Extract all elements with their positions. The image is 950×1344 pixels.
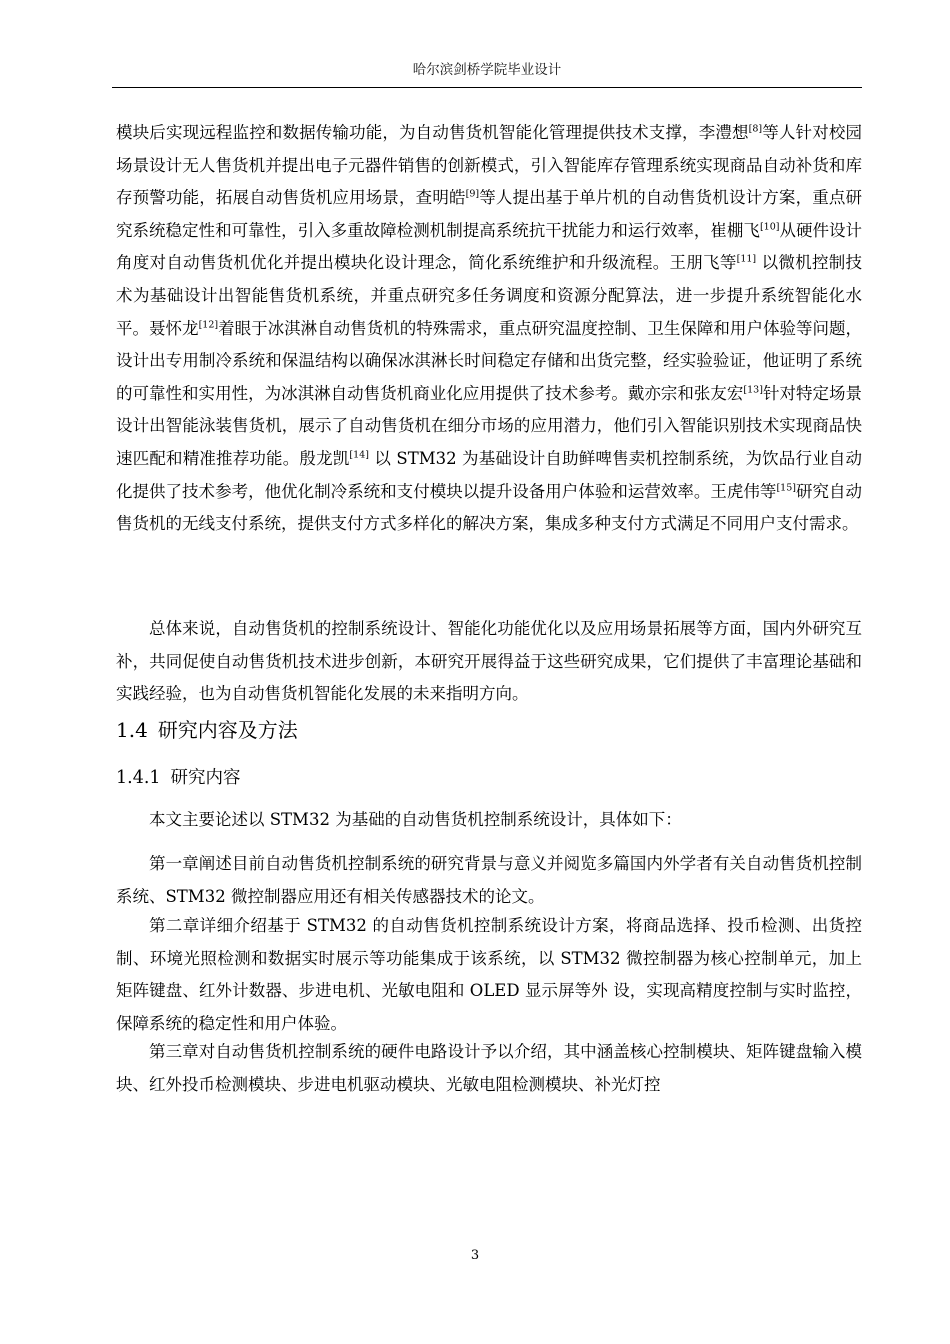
text-run: 针对特定场景设计出智能泳装售货机，展示了自动售货机在细分市场的应用潜力，他们引入智能识别技术实现商品快速匹配和精准推荐功能。殷龙凯 <box>116 383 863 468</box>
subsection-title: 研究内容 <box>170 768 241 788</box>
section-heading <box>116 714 298 743</box>
page-number: 3 <box>470 1248 480 1263</box>
header-rule <box>112 87 862 88</box>
body-paragraph-ch2 <box>116 910 862 1040</box>
body-paragraph-continued <box>116 117 862 541</box>
section-number: 1.4 <box>116 718 148 742</box>
text-run: 着眼于冰淇淋自动售货机的特殊需求，重点研究温度控制、卫生保障和用户体验等问题，设计出专用制冷系统和保温结构以确保冰淇淋长时间稳定存储和出货完整，经实验验证，他证明了系统的可靠性和实用性，为冰淇淋自动售货机商业化应用提供了技术参考。戴亦宗和张友宏 <box>116 318 863 403</box>
text-run: 等人针对校园场景设计无人售货机并提出电子元器件销售的创新模式，引入智能库存管理系统实现商品自动补货和库存预警功能，拓展自动售货机应用场景，查明皓 <box>116 123 862 208</box>
continued-paragraph <box>116 117 862 541</box>
text-run: 以微机控制技术为基础设计出智能售货机系统，并重点研究多任务调度和资源分配算法，进一步提升系统智能化水平。聂怀龙 <box>116 253 863 338</box>
citation-marker: [8] <box>748 123 763 135</box>
section-title: 研究内容及方法 <box>157 718 298 742</box>
text-run: 研究自动售货机的无线支付系统，提供支付方式多样化的解决方案，集成多种支付方式满足不同用户支付需求。 <box>116 481 863 534</box>
text-run: 以 STM32 为基础设计自助鲜啤售卖机控制系统，为饮品行业自动化提供了技术参考，他优化制冷系统和支付模块以提升设备用户体验和运营效率。王虎伟等 <box>116 448 862 501</box>
body-paragraph-ch1 <box>116 848 862 913</box>
chapter2-paragraph: 第二章详细介绍基于 STM32 的自动售货机控制系统设计方案，将商品选择、投币检测、出货控制、环境光照检测和数据实时展示等功能集成于该系统，以 STM32 微控制器为核心控制单元，加上矩阵键盘、红外计数器、步进电机、光敏电阻和 OLED 显示屏等外 设，实现高精度控制与实时监控，保障系统的稳定性和用户体验。 <box>116 916 862 1033</box>
subsection-heading <box>116 764 241 789</box>
page-header: 哈尔滨剑桥学院毕业设计 <box>412 62 562 78</box>
citation-marker: [15] <box>776 482 796 494</box>
chapter1-paragraph: 第一章阐述目前自动售货机控制系统的研究背景与意义并阅览多篇国内外学者有关自动售货机控制系统、STM32 微控制器应用还有相关传感器技术的论文。 <box>116 854 862 906</box>
citation-marker: [13] <box>743 384 763 396</box>
text-run: 模块后实现远程监控和数据传输功能，为自动售货机智能化管理提供技术支撑，李澧想 <box>116 123 749 142</box>
chapter3-paragraph: 第三章对自动售货机控制系统的硬件电路设计予以介绍，其中涵盖核心控制模块、矩阵键盘输入模块、红外投币检测模块、步进电机驱动模块、光敏电阻检测模块、补光灯控 <box>116 1042 862 1094</box>
citation-marker: [9] <box>465 188 480 200</box>
summary-paragraph: 总体来说，自动售货机的控制系统设计、智能化功能优化以及应用场景拓展等方面，国内外研究互补，共同促使自动售货机技术进步创新，本研究开展得益于这些研究成果，它们提供了丰富理论基础和实践经验，也为自动售货机智能化发展的未来指明方向。 <box>116 619 862 704</box>
text-run: 从硬件设计角度对自动售货机优化并提出模块化设计理念，简化系统维护和升级流程。王朋飞等 <box>116 220 863 273</box>
citation-marker: [10] <box>759 221 780 233</box>
citation-marker: [14] <box>349 449 369 461</box>
text-run: 等人提出基于单片机的自动售货机设计方案，重点研究系统稳定性和可靠性，引入多重故障检测机制提高系统抗干扰能力和运行效率，崔棚飞 <box>116 188 863 240</box>
citation-marker: [12] <box>198 319 219 331</box>
citation-marker: [11] <box>736 253 757 265</box>
subsection-number: 1.4.1 <box>116 768 161 788</box>
intro-paragraph: 本文主要论述以 STM32 为基础的自动售货机控制系统设计，具体如下： <box>149 810 682 829</box>
body-paragraph-intro <box>116 804 862 837</box>
body-paragraph-summary <box>116 613 862 711</box>
body-paragraph-ch3 <box>116 1036 862 1101</box>
